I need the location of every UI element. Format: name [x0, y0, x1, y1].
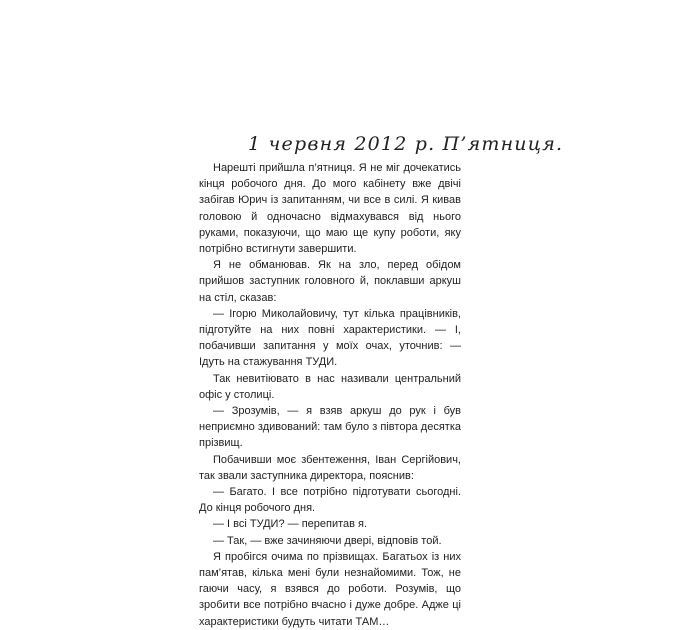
- body-text: [199, 160, 461, 630]
- paragraph: — Багато. І все потрібно підготувати сьогодні. До кінця робочого дня.: [199, 486, 461, 515]
- paragraph: Так невитіювато в нас називали центральний офіс у столиці.: [199, 372, 461, 401]
- chapter-heading: 1 червня 2012 р. П’ятниця.: [248, 133, 564, 155]
- paragraph: — Ігорю Миколайовичу, тут кілька працівників, підготуйте на них повні характеристики. — І, побачивши запитання у моїх очах, уточнив: — Ідуть на стажування ТУДИ.: [199, 307, 461, 369]
- paragraph: — Зрозумів, — я взяв аркуш до рук і був неприємно здивований: там було з півтора десятка прізвищ.: [199, 405, 461, 450]
- paragraph: Нарешті прийшла п’ятниця. Я не міг дочекатись кінця робочого дня. До мого кабінету вже двічі забігав Юрич із запитанням, чи все в силі. Я кивав головою й одночасно відмахувався від нього руками, показуючи, що маю ще купу роботи, яку потрібно встигнути завершити.: [199, 162, 461, 256]
- paragraph: Я пробігся очима по прізвищах. Багатьох із них пам’ятав, кілька мені були незнайомими. Тож, не гаючи часу, я взявся до роботи. Розумів, що зробити все потрібно вчасно і дуже добре. Адже ці характеристики будуть читати ТАМ…: [199, 550, 461, 628]
- paragraph: Побачивши моє збентеження, Іван Сергійович, так звали заступника директора, пояснив:: [199, 453, 461, 482]
- paragraph: — І всі ТУДИ? — перепитав я.: [213, 518, 368, 531]
- paragraph: Я не обманював. Як на зло, перед обідом прийшов заступник головного й, поклавши аркуш на стіл, сказав:: [199, 259, 461, 304]
- paragraph: — Так, — вже зачиняючи двері, відповів той.: [213, 534, 442, 547]
